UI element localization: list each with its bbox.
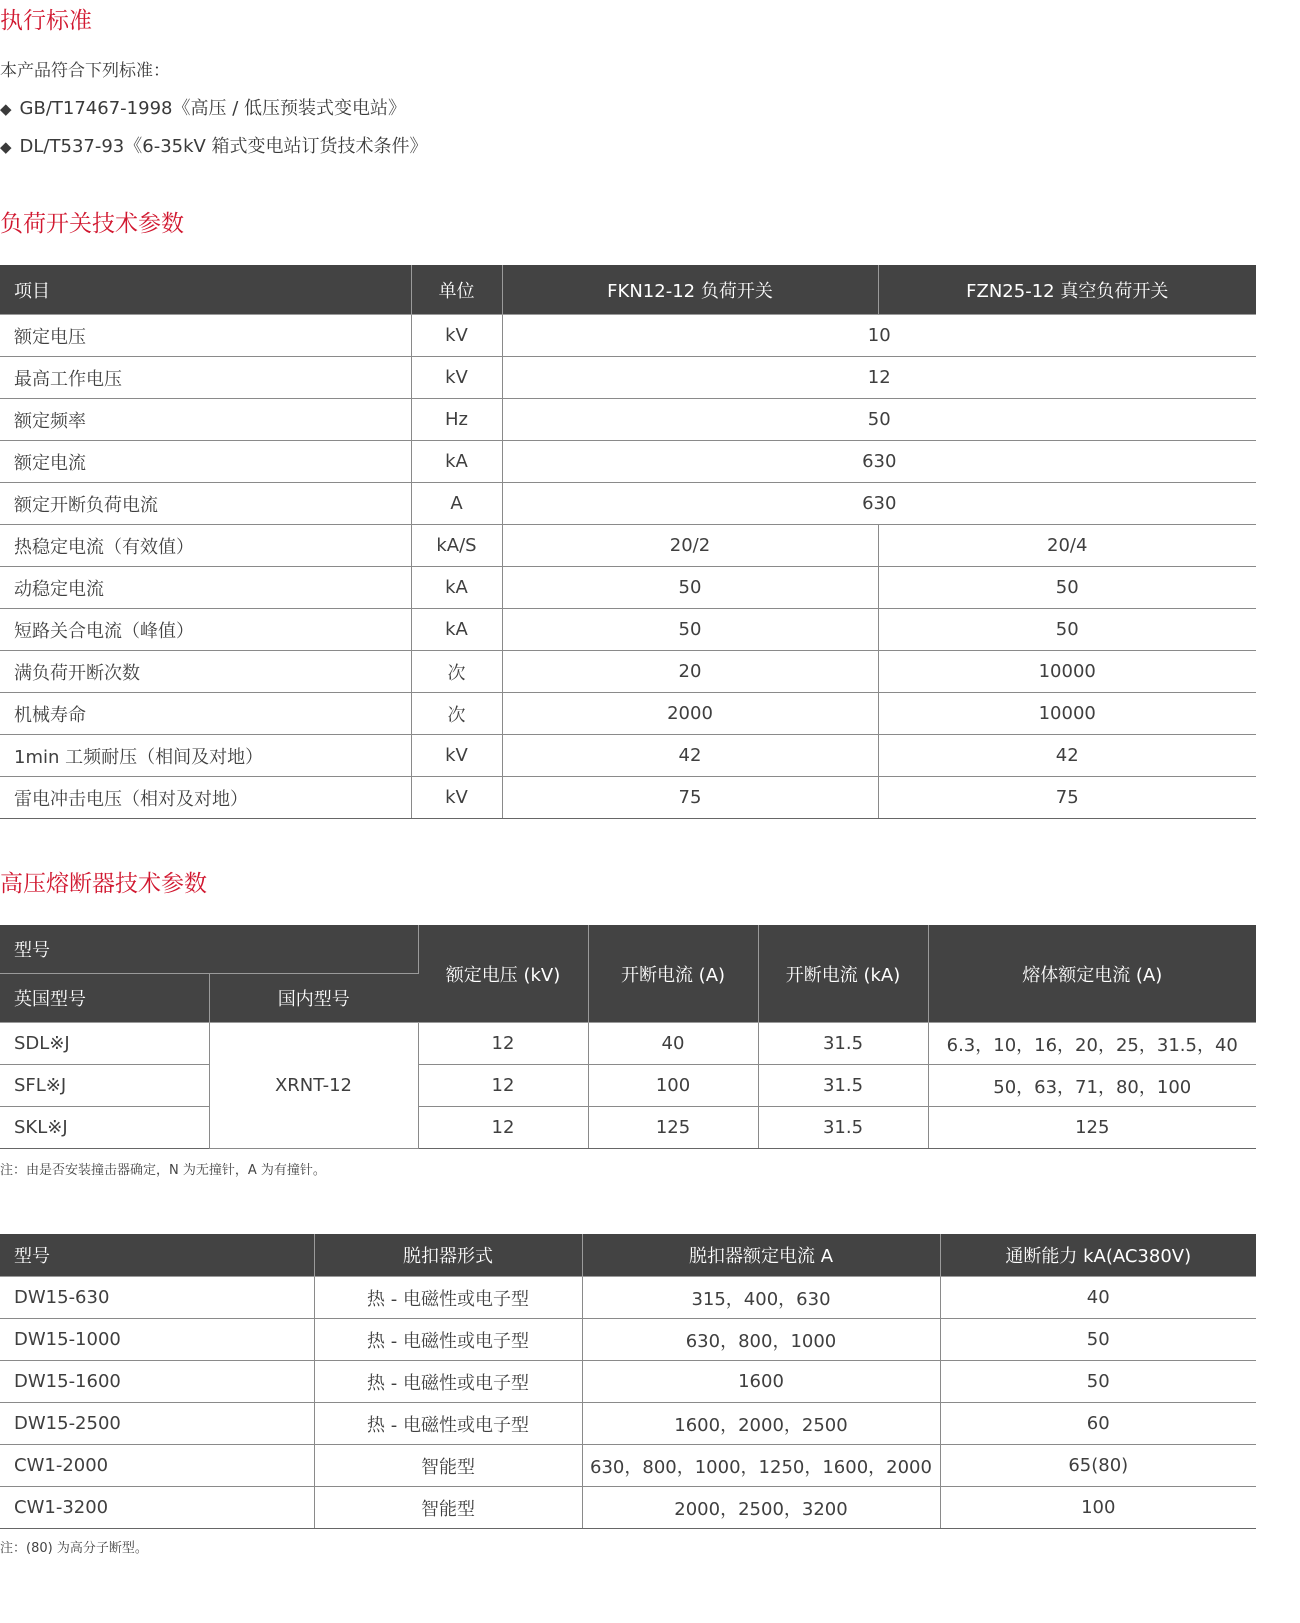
table-row	[0, 1065, 1256, 1107]
voltage-cell: 12	[418, 1107, 588, 1149]
model-cell: DW15-630	[0, 1277, 314, 1319]
table-row	[0, 525, 1256, 567]
breaker-note: 注：(80) 为高分子断型。	[0, 1541, 148, 1556]
melt-cell: 125	[928, 1107, 1256, 1149]
unit-cell: 次	[411, 693, 502, 735]
model-cell: DW15-1000	[0, 1319, 314, 1361]
table-row	[0, 1445, 1256, 1487]
fuse-params-body	[0, 1023, 1256, 1149]
col-header-break-a: 开断电流 (A)	[588, 925, 758, 1023]
standards-title: 执行标准	[0, 8, 92, 34]
col-header-cn-model: 国内型号	[209, 974, 418, 1023]
trip-type-cell: 热 - 电磁性或电子型	[314, 1403, 582, 1445]
trip-current-cell: 315，400，630	[582, 1277, 940, 1319]
fzn-value-cell: 42	[878, 735, 1256, 777]
fkn-value-cell: 50	[502, 609, 878, 651]
shared-value-cell: 630	[502, 483, 1256, 525]
item-cell: 额定电流	[0, 441, 411, 483]
item-cell: 雷电冲击电压（相对及对地）	[0, 777, 411, 819]
col-header-model: 型号	[0, 1234, 314, 1277]
trip-current-cell: 1600，2000，2500	[582, 1403, 940, 1445]
fkn-value-cell: 20/2	[502, 525, 878, 567]
unit-cell: kV	[411, 315, 502, 357]
voltage-cell: 12	[418, 1065, 588, 1107]
model-cell: DW15-2500	[0, 1403, 314, 1445]
trip-type-cell: 热 - 电磁性或电子型	[314, 1319, 582, 1361]
break-ka-cell: 31.5	[758, 1107, 928, 1149]
unit-cell: kA	[411, 609, 502, 651]
col-header-break-ka: 开断电流 (kA)	[758, 925, 928, 1023]
fzn-value-cell: 75	[878, 777, 1256, 819]
model-cell: CW1-2000	[0, 1445, 314, 1487]
fzn-value-cell: 50	[878, 609, 1256, 651]
break-ka-cell: 31.5	[758, 1065, 928, 1107]
break-ka-cell: 31.5	[758, 1023, 928, 1065]
breaker-params-table	[0, 1234, 1256, 1529]
trip-current-cell: 2000，2500，3200	[582, 1487, 940, 1529]
standards-intro: 本产品符合下列标准：	[0, 61, 170, 81]
fuse-note: 注：由是否安装撞击器确定，N 为无撞针，A 为有撞针。	[0, 1163, 326, 1178]
col-header-trip-type: 脱扣器形式	[314, 1234, 582, 1277]
diamond-bullet-icon: ◆	[0, 138, 12, 156]
melt-cell: 6.3，10，16，20，25，31.5，40	[928, 1023, 1256, 1065]
switch-params-title: 负荷开关技术参数	[0, 211, 184, 237]
model-cell: CW1-3200	[0, 1487, 314, 1529]
col-header-model: 型号	[0, 925, 418, 974]
fkn-value-cell: 2000	[502, 693, 878, 735]
col-header-uk-model: 英国型号	[0, 974, 209, 1023]
unit-cell: kV	[411, 777, 502, 819]
table-row	[0, 441, 1256, 483]
item-cell: 动稳定电流	[0, 567, 411, 609]
trip-current-cell: 630，800，1000	[582, 1319, 940, 1361]
break-a-cell: 125	[588, 1107, 758, 1149]
voltage-cell: 12	[418, 1023, 588, 1065]
table-row	[0, 735, 1256, 777]
fzn-value-cell: 10000	[878, 693, 1256, 735]
col-header-item: 项目	[0, 265, 411, 315]
shared-value-cell: 50	[502, 399, 1256, 441]
fuse-params-table	[0, 925, 1256, 1149]
capacity-cell: 40	[940, 1277, 1256, 1319]
standard-item	[0, 100, 406, 118]
model-cell: DW15-1600	[0, 1361, 314, 1403]
table-row	[0, 1319, 1256, 1361]
table-row	[0, 567, 1256, 609]
item-cell: 短路关合电流（峰值）	[0, 609, 411, 651]
col-header-voltage: 额定电压 (kV)	[418, 925, 588, 1023]
shared-value-cell: 12	[502, 357, 1256, 399]
unit-cell: Hz	[411, 399, 502, 441]
fuse-params-title: 高压熔断器技术参数	[0, 871, 207, 897]
table-row	[0, 1403, 1256, 1445]
table-row	[0, 651, 1256, 693]
table-row	[0, 1487, 1256, 1529]
capacity-cell: 65(80)	[940, 1445, 1256, 1487]
fkn-value-cell: 20	[502, 651, 878, 693]
fzn-value-cell: 10000	[878, 651, 1256, 693]
table-header-row	[0, 925, 1256, 974]
item-cell: 热稳定电流（有效值）	[0, 525, 411, 567]
uk-model-cell: SFL※J	[0, 1065, 209, 1107]
table-header-row	[0, 1234, 1256, 1277]
unit-cell: kV	[411, 357, 502, 399]
table-row	[0, 777, 1256, 819]
trip-type-cell: 智能型	[314, 1487, 582, 1529]
col-header-fkn: FKN12-12 负荷开关	[502, 265, 878, 315]
unit-cell: kA/S	[411, 525, 502, 567]
uk-model-cell: SKL※J	[0, 1107, 209, 1149]
diamond-bullet-icon: ◆	[0, 100, 12, 118]
standard-text: DL/T537-93《6-35kV 箱式变电站订货技术条件》	[19, 136, 428, 157]
table-header-row	[0, 265, 1256, 315]
trip-type-cell: 热 - 电磁性或电子型	[314, 1277, 582, 1319]
fzn-value-cell: 50	[878, 567, 1256, 609]
melt-cell: 50，63，71，80，100	[928, 1065, 1256, 1107]
col-header-unit: 单位	[411, 265, 502, 315]
unit-cell: A	[411, 483, 502, 525]
uk-model-cell: SDL※J	[0, 1023, 209, 1065]
col-header-capacity: 通断能力 kA(AC380V)	[940, 1234, 1256, 1277]
table-row	[0, 1361, 1256, 1403]
table-row	[0, 357, 1256, 399]
fzn-value-cell: 20/4	[878, 525, 1256, 567]
table-row	[0, 399, 1256, 441]
capacity-cell: 100	[940, 1487, 1256, 1529]
breaker-params-body	[0, 1277, 1256, 1529]
unit-cell: kV	[411, 735, 502, 777]
col-header-fzn: FZN25-12 真空负荷开关	[878, 265, 1256, 315]
table-row	[0, 609, 1256, 651]
item-cell: 额定开断负荷电流	[0, 483, 411, 525]
capacity-cell: 50	[940, 1361, 1256, 1403]
trip-type-cell: 热 - 电磁性或电子型	[314, 1361, 582, 1403]
fkn-value-cell: 42	[502, 735, 878, 777]
table-row	[0, 1107, 1256, 1149]
trip-type-cell: 智能型	[314, 1445, 582, 1487]
capacity-cell: 50	[940, 1319, 1256, 1361]
table-row	[0, 483, 1256, 525]
trip-current-cell: 630，800，1000，1250，1600，2000	[582, 1445, 940, 1487]
item-cell: 最高工作电压	[0, 357, 411, 399]
capacity-cell: 60	[940, 1403, 1256, 1445]
table-row	[0, 315, 1256, 357]
item-cell: 1min 工频耐压（相间及对地）	[0, 735, 411, 777]
standard-text: GB/T17467-1998《高压 / 低压预装式变电站》	[19, 98, 406, 119]
table-row	[0, 1277, 1256, 1319]
switch-params-table	[0, 265, 1256, 819]
item-cell: 额定频率	[0, 399, 411, 441]
unit-cell: kA	[411, 567, 502, 609]
unit-cell: 次	[411, 651, 502, 693]
col-header-trip-current: 脱扣器额定电流 A	[582, 1234, 940, 1277]
standard-item	[0, 138, 428, 156]
unit-cell: kA	[411, 441, 502, 483]
item-cell: 满负荷开断次数	[0, 651, 411, 693]
item-cell: 额定电压	[0, 315, 411, 357]
table-row	[0, 1023, 1256, 1065]
break-a-cell: 100	[588, 1065, 758, 1107]
col-header-melt: 熔体额定电流 (A)	[928, 925, 1256, 1023]
fkn-value-cell: 75	[502, 777, 878, 819]
shared-value-cell: 630	[502, 441, 1256, 483]
trip-current-cell: 1600	[582, 1361, 940, 1403]
cn-model-cell: XRNT-12	[209, 1023, 418, 1149]
break-a-cell: 40	[588, 1023, 758, 1065]
switch-params-body	[0, 315, 1256, 819]
item-cell: 机械寿命	[0, 693, 411, 735]
shared-value-cell: 10	[502, 315, 1256, 357]
table-row	[0, 693, 1256, 735]
fkn-value-cell: 50	[502, 567, 878, 609]
